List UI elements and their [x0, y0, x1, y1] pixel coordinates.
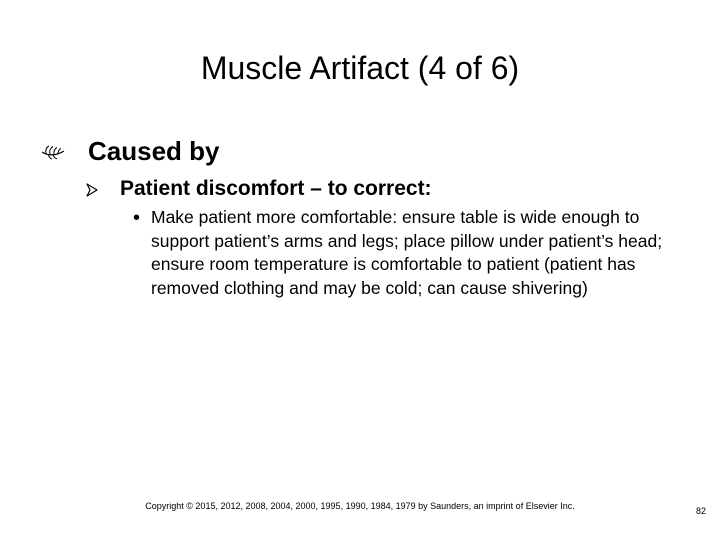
fern-leaf-icon-graphic [40, 142, 66, 162]
fern-leaf-icon [40, 142, 66, 162]
copyright-notice: Copyright © 2015, 2012, 2008, 2004, 2000, 1995, 1990, 1984, 1979 by Saunders, an imprint of Elsevier Inc. [145, 501, 575, 511]
arrowhead-icon [86, 183, 98, 197]
arrowhead-icon-graphic [86, 183, 98, 197]
bullet-level-1 [40, 134, 680, 168]
page-number: 82 [695, 506, 706, 516]
bullet-level-2 [86, 175, 686, 205]
dot-bullet: • [133, 207, 141, 229]
slide-title: Muscle Artifact (4 of 6) [200, 50, 520, 86]
bullet-level-1-text: Caused by [88, 136, 220, 166]
bullet-level-2-text: Patient discomfort – to correct: [120, 177, 432, 200]
bullet-level-3-text: Make patient more comfortable: ensure table is wide enough to support patient’s arms and legs; place pillow under patient’s head; ensure room temperature is comfortable to patient (patient has removed clothing and may be cold; can cause shivering) [151, 207, 663, 298]
